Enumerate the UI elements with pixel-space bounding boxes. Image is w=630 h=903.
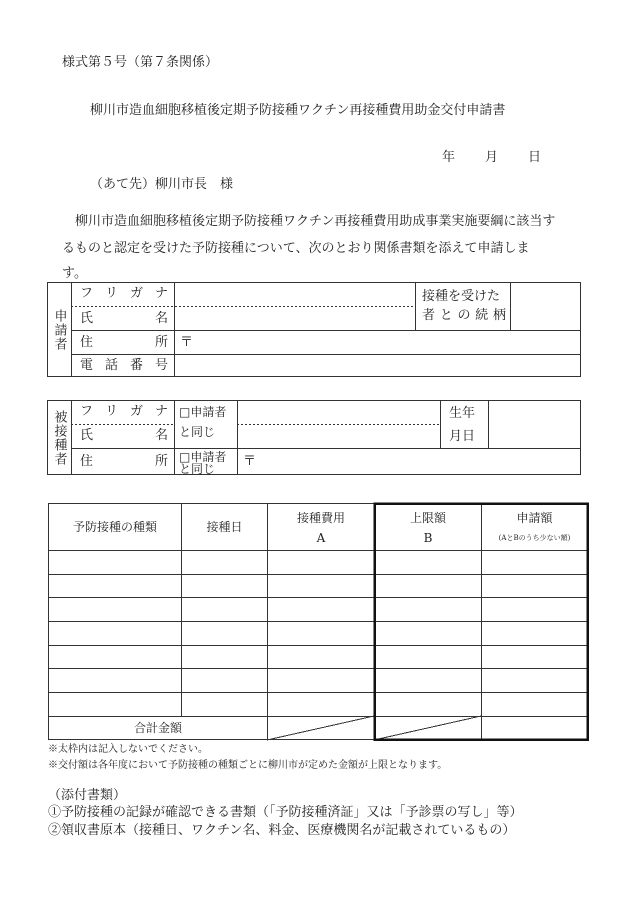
header-request-line-2: (AとBのうち少ない額) — [498, 534, 571, 542]
attachments-heading: （添付書類） — [48, 788, 127, 803]
header-limit-line-2: B — [423, 531, 433, 545]
attachment-item-2: ②領収書原本（接種日、ワクチン名、料金、医療機関名が記載されているもの） — [48, 823, 516, 838]
note-2: ※交付額は各年度において予防接種の種類ごとに柳川市が定めた金額が上限となります。 — [48, 760, 448, 771]
header-cost-line-1: 接種費用 — [296, 511, 345, 525]
birthdate-label-line-2: 月日 — [449, 429, 476, 444]
vaccinee-furigana-label: フ リ ガ ナ — [80, 404, 168, 419]
form-number: 様式第５号（第７条関係） — [62, 55, 219, 70]
header-vaccination-date: 接種日 — [206, 520, 243, 534]
birthdate-label-line-1: 生年 — [449, 406, 476, 421]
same-as-applicant-address-line-2: と同じ — [179, 462, 216, 476]
same-as-applicant-address-line-1[interactable]: □申請者 — [179, 450, 227, 464]
header-vaccination-type: 予防接種の種類 — [72, 520, 157, 534]
applicant-postal-mark: 〒 — [180, 335, 194, 350]
total-amount-label: 合計金額 — [133, 721, 182, 735]
document-title: 柳川市造血細胞移植後定期予防接種ワクチン再接種費用助金交付申請書 — [90, 103, 506, 118]
date-day: 日 — [528, 150, 542, 165]
header-cost-line-2: A — [316, 531, 326, 545]
relation-label-line-1: 接種を受けた — [422, 289, 501, 304]
vaccinee-postal-mark: 〒 — [243, 454, 257, 469]
vaccinee-name-label: 氏 名 — [80, 428, 168, 443]
intro-line-1: 柳川市造血細胞移植後定期予防接種ワクチン再接種費用助成事業実施要綱に該当す — [62, 214, 556, 229]
addressee: （あて先）柳川市長 様 — [90, 177, 234, 192]
applicant-name-label: 氏 名 — [80, 311, 168, 326]
relation-label-line-2: 者 と の 続 柄 — [422, 308, 506, 323]
attachment-item-1: ①予防接種の記録が確認できる書類（「予防接種済証」又は「予診票の写し」等） — [48, 805, 523, 820]
vaccinee-address-label: 住 所 — [80, 454, 168, 469]
vaccinee-section-label: 被接種者 — [51, 409, 67, 466]
intro-line-3: す。 — [62, 266, 87, 281]
same-as-applicant-line-2: と同じ — [179, 425, 216, 439]
applicant-address-label: 住 所 — [80, 335, 168, 350]
date-year: 年 — [442, 150, 456, 165]
note-1: ※太枠内は記入しないでください。 — [48, 744, 208, 755]
same-as-applicant-line-1[interactable]: □申請者 — [179, 405, 227, 419]
applicant-section-label: 申請者 — [51, 308, 67, 351]
date-month: 月 — [485, 150, 499, 165]
header-request-line-1: 申請額 — [516, 511, 553, 525]
applicant-phone-label: 電 話 番 号 — [80, 358, 168, 373]
intro-line-2: るものと認定を受けた予防接種について、次のとおり関係書類を添えて申請しま — [62, 241, 530, 256]
header-limit-line-1: 上限額 — [409, 511, 446, 525]
applicant-furigana-label: フ リ ガ ナ — [80, 286, 168, 301]
